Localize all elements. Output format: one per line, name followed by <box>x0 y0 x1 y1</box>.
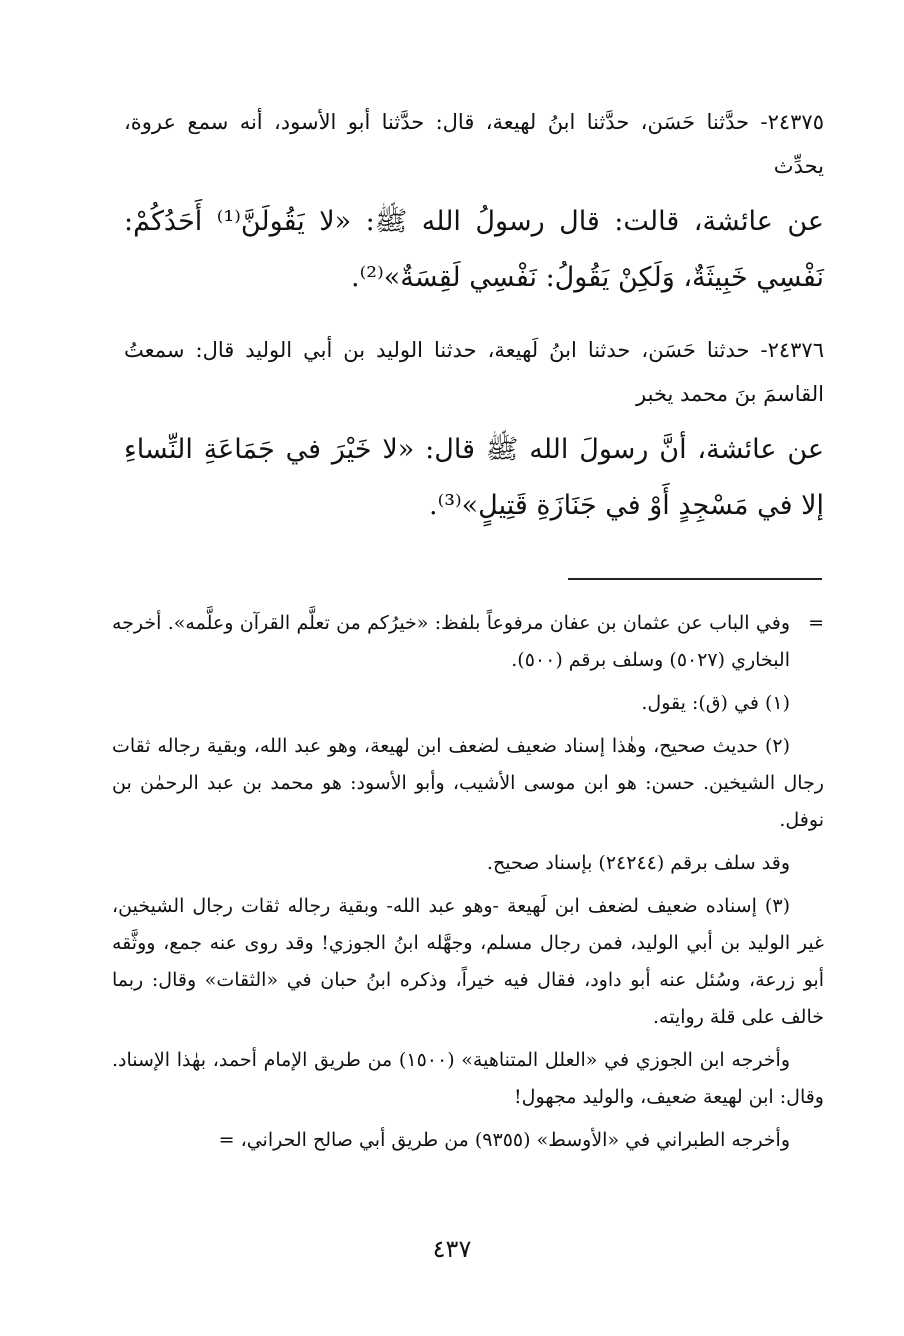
hadith-matn: عن عائشة، قالت: قال رسولُ الله ﷺ: «لا يَقُولَنَّ⁽¹⁾ أَحَدُكُمْ: نَفْسِي خَبِيثَةٌ، وَلَكِنْ يَقُولُ: نَفْسِي لَقِسَةٌ»⁽²⁾. <box>124 206 825 293</box>
hadith-main-text <box>124 100 824 556</box>
page-number: ٤٣٧ <box>432 1235 472 1263</box>
hadith-isnad: ٢٤٣٧٦- حدثنا حَسَن، حدثنا ابنُ لَهيعة، حدثنا الوليد بن أبي الوليد قال: سمعتُ القاسمَ بنَ محمد يخبر <box>124 338 824 406</box>
footnote-1: (١) في (ق): يقول. <box>641 692 790 714</box>
footnote-text: وفي الباب عن عثمان بن عفان مرفوعاً بلفظ: «خيرُكم من تعلَّم القرآن وعلَّمه». أخرجه البخاري (٥٠٢٧) وسلف برقم (٥٠٠). <box>112 612 790 671</box>
footnote-continuation <box>112 605 824 679</box>
footnote-2-extra: وقد سلف برقم (٢٤٢٤٤) بإسناد صحيح. <box>486 852 790 874</box>
footnote-separator <box>568 578 822 580</box>
hadith-entry-24375 <box>124 100 824 306</box>
footnotes <box>112 605 824 1165</box>
footnote-3: (٣) إسناده ضعيف لضعف ابن لَهيعة -وهو عبد الله- وبقية رجاله ثقات رجال الشيخين، غير الوليد بن أبي الوليد، فمن رجال مسلم، وجهَّله ابنُ الجوزي! وقد روى عنه جمع، ووثَّقه أبو زرعة، وسُئل عنه أبو داود، فقال فيه خيراً، وذكره ابنُ حبان في «الثقات» وقال: ربما خالف على قلة روايته. <box>112 895 824 1028</box>
footnote-3-extra-2: وأخرجه الطبراني في «الأوسط» (٩٣٥٥) من طريق أبي صالح الحراني، = <box>218 1129 790 1151</box>
footnote-2: (٢) حديث صحيح، وهٰذا إسناد ضعيف لضعف ابن لهيعة، وهو عبد الله، وبقية رجاله ثقات رجال الشيخين. حسن: هو ابن موسى الأشيب، وأبو الأسود: هو محمد بن عبد الرحمٰن بن نوفل. <box>112 735 824 831</box>
hadith-isnad: ٢٤٣٧٥- حدَّثنا حَسَن، حدَّثنا ابنُ لهيعة، قال: حدَّثنا أبو الأسود، أنه سمع عروة، يحدِّث <box>124 110 824 178</box>
footnote-3-extra: وأخرجه ابن الجوزي في «العلل المتناهية» (١٥٠٠) من طريق الإمام أحمد، بهٰذا الإسناد. وقال: ابن لهيعة ضعيف، والوليد مجهول! <box>112 1049 824 1108</box>
hadith-entry-24376 <box>124 328 824 534</box>
continuation-mark: = <box>808 612 824 634</box>
hadith-matn: عن عائشة، أنَّ رسولَ الله ﷺ قال: «لا خَيْرَ في جَمَاعَةِ النِّساءِ إلا في مَسْجِدٍ أَوْ في جَنَازَةِ قَتِيلٍ»⁽³⁾. <box>124 434 824 521</box>
